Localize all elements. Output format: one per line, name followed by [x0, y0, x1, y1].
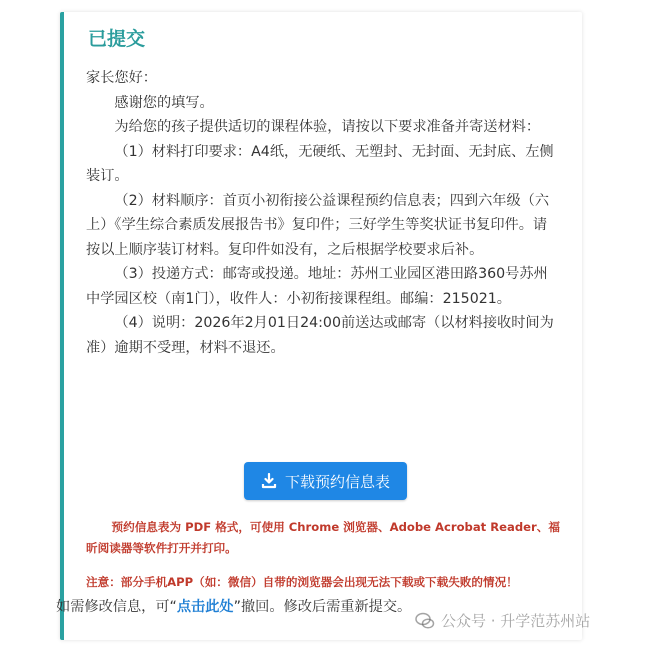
thanks-text: 感谢您的填写。: [114, 94, 214, 111]
browser-warning-note: 注意：部分手机APP（如：微信）自带的浏览器会出现无法下载或下载失败的情况！: [86, 575, 518, 589]
requirement-item: （4）说明：2026年2月01日24:00前送达或邮寄（以材料接收时间为准）逾期不受理，材料不退还。: [86, 315, 554, 356]
requirement-item: （2）材料顺序：首页小初衔接公益课程预约信息表；四到六年级（六上）《学生综合素质发展报告书》复印件；三好学生等奖状证书复印件。请按以上顺序装订材料。复印件如没有，之后根据学校要求后补。: [86, 192, 550, 258]
requirement-item: （3）投递方式：邮寄或投递。地址：苏州工业园区港田路360号苏州中学园区校（南1门），收件人：小初衔接课程组。邮编：215021。: [86, 266, 548, 307]
download-icon: [261, 473, 277, 489]
instructions-body: [86, 66, 558, 360]
withdraw-link[interactable]: 点击此处: [176, 599, 234, 615]
revise-info-line: [56, 596, 411, 616]
pdf-format-note: 预约信息表为 PDF 格式，可使用 Chrome 浏览器、Adobe Acrobat Reader、福昕阅读器等软件打开并打印。: [86, 520, 560, 555]
download-button-label: 下载预约信息表: [284, 472, 390, 491]
watermark: [415, 610, 590, 631]
card-title: 已提交: [88, 28, 146, 50]
watermark-text: 公众号 · 升学范苏州站: [441, 612, 591, 630]
requirement-item: （1）材料打印要求：A4纸，无硬纸、无塑封、无封面、无封底、左侧装订。: [86, 143, 554, 184]
revise-prefix: 如需修改信息，可“: [56, 599, 177, 615]
wechat-icon: [415, 611, 435, 631]
download-form-button[interactable]: [244, 462, 407, 500]
submission-card: [60, 12, 582, 640]
intro-text: 为给您的孩子提供适切的课程体验，请按以下要求准备并寄送材料：: [114, 119, 541, 135]
greeting-text: 家长您好：: [86, 70, 157, 86]
revise-suffix: ”撤回。修改后需重新提交。: [233, 599, 412, 615]
